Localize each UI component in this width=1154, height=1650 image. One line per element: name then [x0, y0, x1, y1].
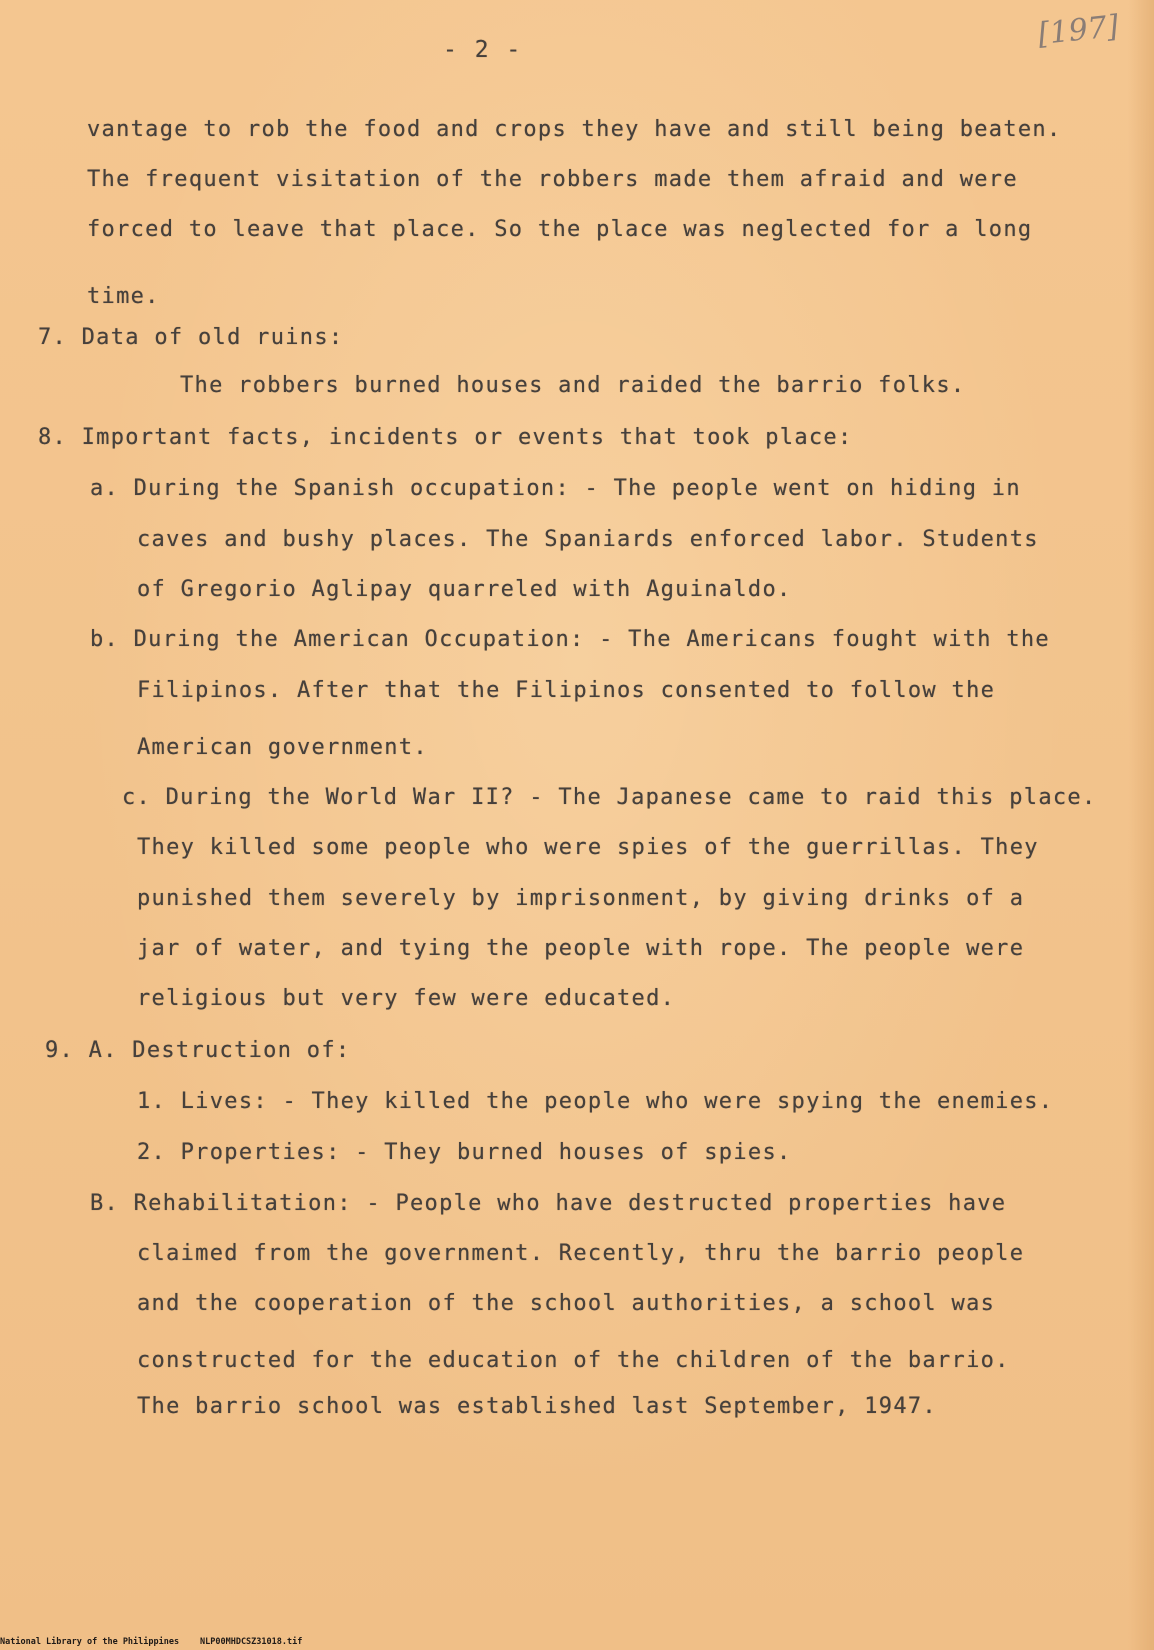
item-8c-line-5: religious but very few were educated.: [137, 986, 676, 1011]
page-number: - 2 -: [443, 37, 523, 63]
item-9b-line-1: B. Rehabilitation: - People who have destructed properties have: [90, 1191, 1007, 1216]
item-8b-line-2: Filipinos. After that the Filipinos consented to follow the: [137, 678, 996, 703]
section-8-heading: 8. Important facts, incidents or events that took place:: [38, 425, 853, 450]
item-8b-line-3: American government.: [137, 735, 428, 760]
item-8c-line-2: They killed some people who were spies of the guerrillas. They: [137, 835, 1039, 860]
item-8a-line-3: of Gregorio Aglipay quarreled with Aguinaldo.: [137, 577, 792, 602]
archive-filename: NLP00MHDCSZ31018.tif: [200, 1637, 303, 1647]
handwritten-page-annotation: [197]: [1036, 8, 1121, 53]
item-8a-line-1: a. During the Spanish occupation: - The people went on hiding in: [90, 476, 1021, 501]
body-line-3: forced to leave that place. So the place was neglected for a long: [87, 217, 1033, 242]
item-9b-line-5: The barrio school was established last September, 1947.: [137, 1394, 937, 1419]
item-8c-line-1: c. During the World War II? - The Japanese came to raid this place.: [122, 785, 1097, 810]
item-8c-line-3: punished them severely by imprisonment, by giving drinks of a: [137, 886, 1025, 911]
item-9b-line-2: claimed from the government. Recently, thru the barrio people: [137, 1241, 1025, 1266]
item-8c-line-4: jar of water, and tying the people with rope. The people were: [137, 936, 1025, 961]
item-8b-line-1: b. During the American Occupation: - The Americans fought with the: [90, 627, 1050, 652]
body-line-4: time.: [87, 284, 160, 309]
archive-footer: [0, 1630, 1154, 1650]
body-line-2: The frequent visitation of the robbers made them afraid and were: [87, 167, 1018, 192]
section-7-text: The robbers burned houses and raided the barrio folks.: [180, 373, 966, 398]
item-9a-1: 1. Lives: - They killed the people who were spying the enemies.: [137, 1089, 1054, 1114]
archive-source-label: National Library of the Philippines: [0, 1637, 180, 1647]
item-9a-2: 2. Properties: - They burned houses of spies.: [137, 1140, 792, 1165]
section-9a-heading: 9. A. Destruction of:: [45, 1038, 351, 1063]
section-7-heading: 7. Data of old ruins:: [38, 325, 344, 350]
body-line-1: vantage to rob the food and crops they have and still being beaten.: [87, 117, 1062, 142]
item-9b-line-4: constructed for the education of the children of the barrio.: [137, 1348, 1010, 1373]
item-8a-line-2: caves and bushy places. The Spaniards enforced labor. Students: [137, 527, 1039, 552]
item-9b-line-3: and the cooperation of the school authorities, a school was: [137, 1291, 996, 1316]
